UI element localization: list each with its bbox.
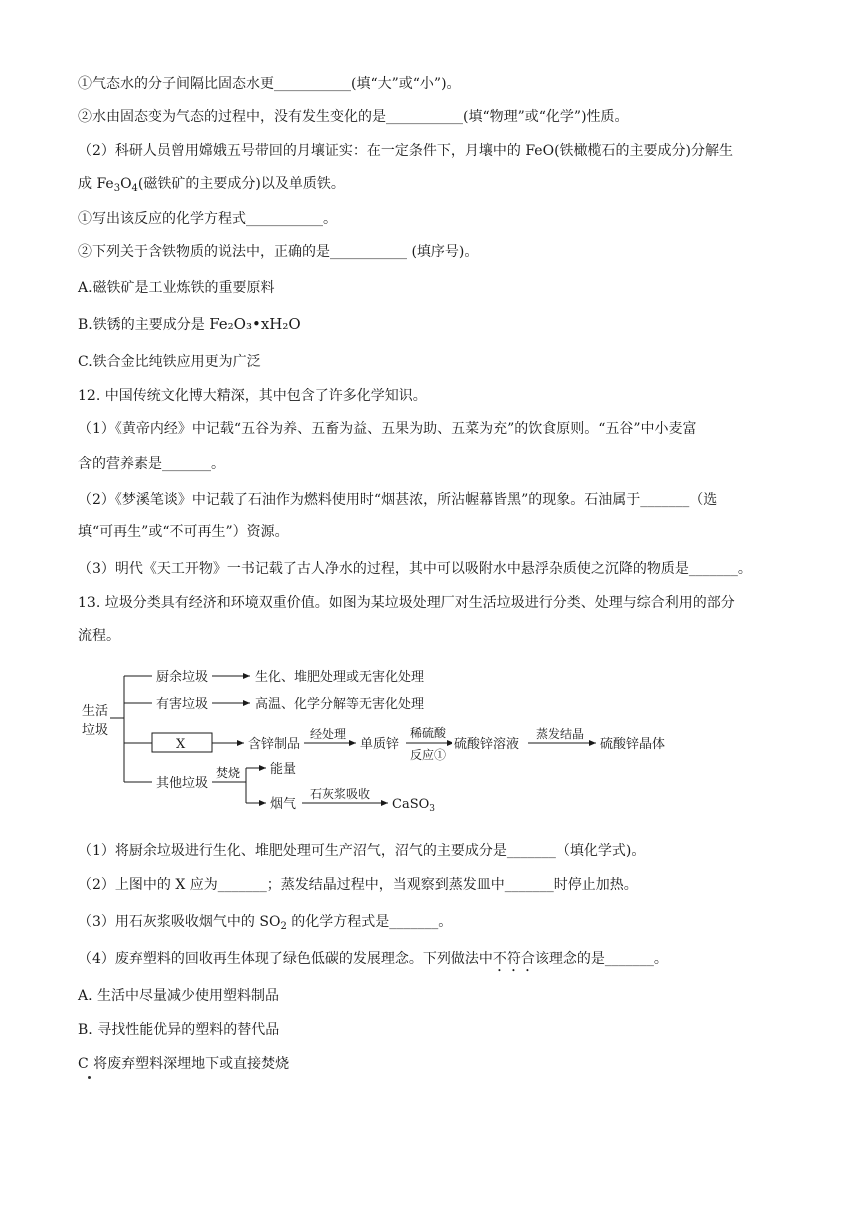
caso3-label (392, 797, 435, 814)
formula-so: SO (259, 914, 281, 930)
branch-1-result: 生化、堆肥处理或无害化处理 (255, 670, 425, 685)
caso3-main: CaSO (392, 797, 430, 812)
energy-label: 能量 (270, 762, 297, 777)
q13-option-c: C 将废弃塑料深埋地下或直接焚烧 (78, 1056, 290, 1072)
reaction-label: 反应① (410, 748, 447, 762)
lime-absorb-label: 石灰浆吸收 (310, 787, 371, 801)
branch-2-label: 有害垃圾 (156, 697, 209, 712)
q11-option-c: C.铁合金比纯铁应用更为广泛 (78, 354, 261, 370)
evaporate-label: 蒸发结晶 (536, 727, 585, 741)
q11-option-b (78, 314, 301, 335)
q11-line-3: ①写出该反应的化学方程式___________。 (78, 211, 337, 227)
q12-part2-a: （2）《梦溪笔谈》中记载了石油作为燃料使用时“烟甚浓，所沾幄幕皆黑”的现象。石油属于_______（选 (78, 492, 718, 508)
flue-gas-label: 烟气 (270, 797, 297, 812)
q12-part1-b: 含的营养素是_______。 (78, 456, 225, 472)
zinc-sulfate-crystal: 硫酸锌晶体 (600, 737, 666, 752)
text: 成 Fe (78, 176, 114, 192)
q12-part3: （3）明代《天工开物》一书记载了古人净水的过程，其中可以吸附水中悬浮杂质使之沉降的物质是_______。 (78, 561, 752, 577)
zinc-element: 单质锌 (360, 737, 400, 752)
text: （4）废弃塑料的回收再生体现了绿色低碳的发展理念。下列做法中 (78, 951, 493, 967)
q11-part2-line-b (78, 174, 345, 199)
q11-line-2: ②水由固态变为气态的过程中，没有发生变化的是___________(填“物理”或“化学”)性质。 (78, 109, 629, 125)
waste-flow-diagram (70, 660, 490, 820)
q12-part2-b: 填“可再生”或“不可再生”）资源。 (78, 524, 289, 540)
q13-option-a: A. 生活中尽量减少使用塑料制品 (78, 988, 280, 1004)
caso3-sub: 3 (429, 804, 435, 814)
x-box-label: X (176, 737, 186, 752)
q12-stem: 12. 中国传统文化博大精深，其中包含了许多化学知识。 (78, 388, 427, 404)
subscript: 4 (131, 183, 138, 194)
acid-label: 稀硫酸 (410, 726, 447, 740)
text: (磁铁矿的主要成分)以及单质铁。 (137, 176, 345, 192)
text: B.铁锈的主要成分是 (78, 317, 210, 333)
stray-dot (88, 1076, 91, 1079)
text: 该理念的是_______。 (534, 951, 668, 967)
emphasis-text: 不符合 (492, 951, 535, 967)
process-label: 经处理 (310, 727, 347, 741)
q13-option-b: B. 寻找性能优异的塑料的替代品 (78, 1022, 280, 1038)
root-label-line2: 垃圾 (82, 723, 109, 738)
branch-1-label: 厨余垃圾 (156, 670, 209, 685)
burn-label: 焚烧 (216, 766, 241, 780)
q12-part1-a: （1）《黄帝内经》中记载“五谷为养、五畜为益、五果为助、五菜为充”的饮食原则。“五谷”中小麦富 (78, 421, 697, 437)
waste-flow-diagram-right (452, 720, 712, 760)
q11-line-1: ①气态水的分子间隔比固态水更___________(填“大”或“小”)。 (78, 76, 461, 92)
subscript: 2 (280, 921, 287, 932)
text: （3）用石灰浆吸收烟气中的 (78, 914, 260, 930)
formula: Fe₂O₃•xH₂O (209, 315, 301, 333)
branch-2-result: 高温、化学分解等无害化处理 (255, 697, 425, 712)
q11-line-4: ②下列关于含铁物质的说法中，正确的是___________ (填序号)。 (78, 244, 479, 260)
zinc-product: 含锌制品 (248, 737, 301, 752)
q13-part1: （1）将厨余垃圾进行生化、堆肥处理可生产沼气，沼气的主要成分是_______（填化学式)。 (78, 843, 646, 859)
zinc-sulfate-solution-full: 硫酸锌溶液 (454, 737, 520, 752)
q11-option-a: A.磁铁矿是工业炼铁的重要原料 (78, 280, 275, 296)
root-label-line1: 生活 (82, 704, 109, 719)
q13-stem-b: 流程。 (78, 628, 120, 644)
q11-part2-line-a: （2）科研人员曾用嫦娥五号带回的月壤证实：在一定条件下，月壤中的 FeO(铁橄榄石的主要成分)分解生 (78, 143, 733, 159)
q13-part3 (78, 912, 452, 937)
branch-4-label: 其他垃圾 (156, 776, 209, 791)
q13-stem-a: 13. 垃圾分类具有经济和环境双重价值。如图为某垃圾处理厂对生活垃圾进行分类、处理与综合利用的部分 (78, 595, 735, 611)
subscript: 3 (113, 183, 121, 194)
text: O (120, 176, 132, 192)
text: 的化学方程式是_______。 (286, 914, 453, 930)
q13-part2: （2）上图中的 X 应为_______；蒸发结晶过程中，当观察到蒸发皿中_______时停止加热。 (78, 877, 638, 893)
q13-part4 (78, 949, 668, 975)
